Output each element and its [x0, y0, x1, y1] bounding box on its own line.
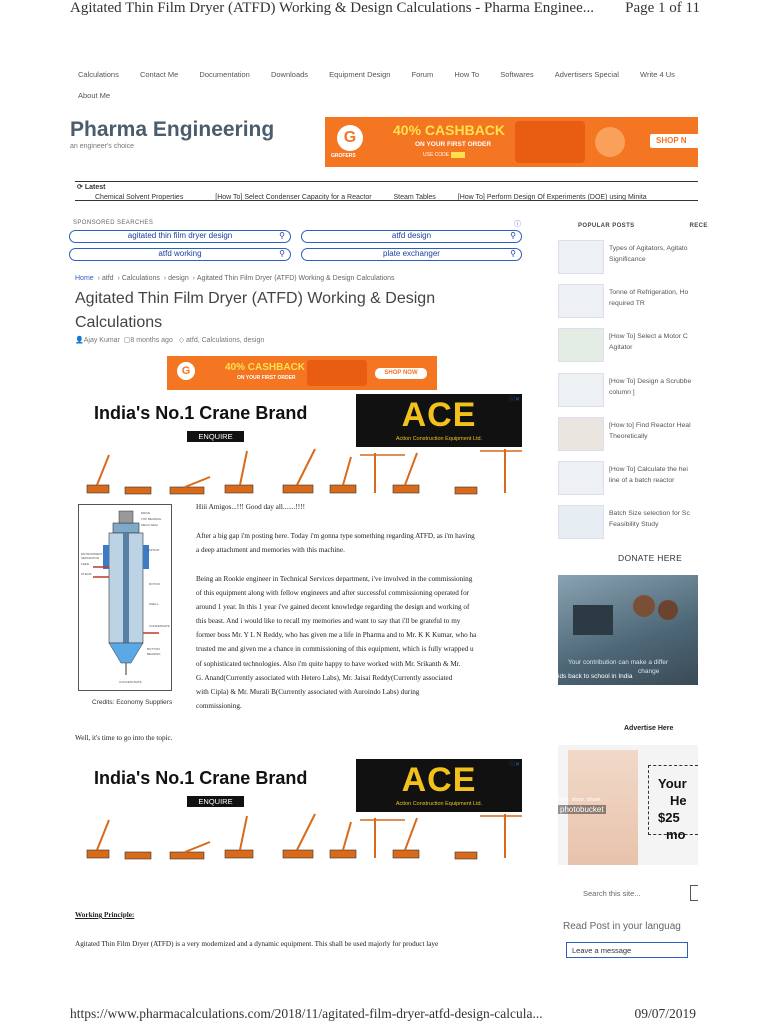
svg-text:VAPOUR: VAPOUR	[147, 548, 160, 552]
ad-badge-icon	[595, 127, 625, 157]
sponsored-search-pill[interactable]: atfd working ⚲	[69, 248, 291, 261]
latest-ticker	[75, 181, 698, 201]
search-input[interactable]: Search this site...	[583, 889, 641, 898]
svg-text:MECH SEAL: MECH SEAL	[141, 523, 159, 527]
popular-post-item[interactable]	[558, 328, 698, 364]
post-tags[interactable]: atfd, Calculations, design	[186, 337, 265, 344]
print-title: Agitated Thin Film Dryer (ATFD) Working & Design Calculations - Pharma Enginee...	[70, 0, 594, 16]
ace-logo: ACE Action Construction Equipment Ltd.	[356, 394, 522, 447]
nav-item-forum[interactable]: Forum	[411, 70, 434, 79]
sponsored-search-pill[interactable]: atfd design ⚲	[301, 230, 522, 243]
top-banner-ad[interactable]	[325, 117, 698, 167]
latest-item[interactable]: [How To] Perform Design Of Experiments (DOE) using Minita	[457, 194, 647, 201]
post-time: 8 months ago	[130, 337, 173, 344]
ad-close-icon[interactable]: ⓘ✕	[508, 397, 520, 403]
svg-text:ROTOR: ROTOR	[149, 582, 160, 586]
latest-label: ⟳ Latest	[77, 184, 106, 191]
latest-item[interactable]: Steam Tables	[393, 194, 436, 201]
sidebar-tabs	[578, 223, 763, 229]
post-thumbnail	[558, 461, 604, 495]
section-heading: Working Principle:	[75, 911, 135, 919]
article-paragraph: Agitated Thin Film Dryer (ATFD) is a very modernized and a dynamic equipment. This shall be used majorly for product laye	[75, 940, 439, 948]
post-title: [How to] Find Reactor Heal Theoretically	[609, 422, 691, 440]
page-url: https://www.pharmacalculations.com/2018/11/agitated-film-dryer-atfd-design-calcula...	[70, 1006, 543, 1021]
search-button[interactable]	[690, 885, 698, 901]
small-ad-shop-button[interactable]: SHOP NOW	[375, 368, 427, 379]
nav-item-calculations[interactable]: Calculations	[78, 70, 119, 79]
sponsored-label: SPONSORED SEARCHES	[73, 220, 154, 226]
post-title: Batch Size selection for Sc Feasibility Study	[609, 510, 690, 528]
ad-products-image	[515, 121, 585, 163]
advertise-heading: Advertise Here	[624, 725, 674, 732]
popular-post-item[interactable]	[558, 505, 698, 541]
ad-code: USE CODE	[423, 152, 465, 158]
nav-item-about[interactable]: About Me	[78, 91, 111, 100]
article-paragraph: After a big gap i'm posting here. Today i'm gonna type something regarding ATFD, as i'm having a deep attachment and memories with this machine.	[196, 532, 475, 555]
post-thumbnail	[558, 328, 604, 362]
nav-item-advertisers[interactable]: Advertisers Special	[554, 70, 619, 79]
photobucket-tagline: host. store. share.	[558, 797, 603, 803]
ad-brand: GROFERS	[331, 153, 356, 159]
search-icon: ⚲	[510, 249, 516, 258]
post-title: Types of Agitators, Agitato Significance	[609, 245, 688, 263]
ad-sub: ON YOUR FIRST ORDER	[415, 141, 492, 148]
crane-banner-ad[interactable]	[75, 758, 522, 866]
post-thumbnail	[558, 240, 604, 274]
svg-text:SHELL: SHELL	[149, 602, 159, 606]
crane-ad-headline: India's No.1 Crane Brand	[94, 768, 308, 788]
nav-item-contact[interactable]: Contact Me	[139, 70, 179, 79]
search-icon: ⚲	[279, 231, 285, 240]
crane-ad-enquire-button[interactable]: ENQUIRE	[187, 431, 244, 442]
latest-item[interactable]: [How To] Select Condenser Capacity for a Reactor	[215, 194, 372, 201]
svg-text:DRIVE: DRIVE	[141, 511, 151, 515]
author-name[interactable]: Ajay Kumar	[83, 337, 120, 344]
svg-text:ENTRAINMENT: ENTRAINMENT	[81, 552, 103, 556]
ad-shop-button[interactable]: SHOP N	[650, 134, 698, 148]
svg-text:BOTTOM: BOTTOM	[147, 647, 160, 651]
svg-text:SEPARATOR: SEPARATOR	[81, 556, 100, 560]
crane-banner-ad[interactable]	[75, 393, 522, 501]
small-ad-sub: ON YOUR FIRST ORDER	[237, 375, 296, 381]
calendar-icon: ▢	[123, 337, 131, 344]
popular-post-item[interactable]	[558, 373, 698, 409]
donate-caption: Your contribution can make a differ	[568, 659, 669, 666]
nav-item-softwares[interactable]: Softwares	[500, 70, 534, 79]
small-ad-products-image	[307, 360, 367, 386]
leave-message-button[interactable]: Leave a message	[566, 942, 688, 958]
crane-ad-enquire-button[interactable]: ENQUIRE	[187, 796, 244, 807]
crane-ad-headline: India's No.1 Crane Brand	[94, 403, 308, 423]
advertise-box[interactable]	[558, 745, 698, 865]
popular-post-item[interactable]	[558, 284, 698, 320]
breadcrumb-item[interactable]: atfd	[101, 275, 114, 282]
atfd-diagram	[78, 504, 172, 691]
photobucket-logo: photobucket	[560, 805, 604, 814]
breadcrumb-home[interactable]: Home	[75, 275, 94, 282]
ad-info-icon[interactable]: ⓘ	[514, 221, 521, 228]
svg-text:FEED: FEED	[81, 562, 90, 566]
latest-item[interactable]: Chemical Solvent Properties	[95, 194, 184, 201]
svg-text:CONDENSATE: CONDENSATE	[149, 624, 170, 628]
tab-recent[interactable]: RECE	[689, 223, 708, 229]
donate-caption-2: change	[638, 668, 660, 675]
sponsored-search-pill[interactable]: plate exchanger ⚲	[301, 248, 522, 261]
crane-illustrations	[75, 812, 522, 866]
site-logo[interactable]: Pharma Engineering	[70, 118, 275, 141]
popular-post-item[interactable]	[558, 417, 698, 453]
print-footer	[70, 1006, 700, 1022]
popular-post-item[interactable]	[558, 461, 698, 497]
tab-popular-posts[interactable]: POPULAR POSTS	[578, 223, 635, 229]
nav-item-how-to[interactable]: How To	[454, 70, 480, 79]
article-paragraph: Well, it's time to go into the topic.	[75, 734, 173, 742]
post-title: [How To] Select a Motor C Agitator	[609, 333, 688, 351]
svg-text:BEARING: BEARING	[147, 652, 161, 656]
translate-heading: Read Post in your languag	[563, 921, 681, 932]
child-figure	[633, 595, 655, 617]
ad-headline: 40% CASHBACK	[393, 122, 506, 138]
breadcrumb-item[interactable]: design	[168, 275, 189, 282]
sponsored-search-pill[interactable]: agitated thin film dryer design ⚲	[69, 230, 291, 243]
svg-text:TOP BEARING: TOP BEARING	[141, 517, 162, 521]
search-icon: ⚲	[279, 249, 285, 258]
breadcrumb-current: Agitated Thin Film Dryer (ATFD) Working & Design Calculations	[196, 275, 395, 282]
nav-item-documentation[interactable]: Documentation	[199, 70, 250, 79]
breadcrumb-item[interactable]: Calculations	[121, 275, 160, 282]
atfd-diagram-image	[79, 505, 171, 690]
image-credits: Credits: Economy Suppliers	[92, 699, 173, 706]
print-date: 09/07/2019	[634, 1006, 696, 1021]
page-number: Page 1 of 11	[619, 0, 700, 17]
post-thumbnail	[558, 505, 604, 539]
tag-icon: ◇	[178, 337, 185, 344]
grofers-logo-icon: G	[177, 362, 195, 380]
sidebar-search	[578, 885, 698, 901]
article-paragraph: Being an Rookie engineer in Technical Services department, i've involved in the commissioning of this equipment along with fellow engineers and after successful commissioning operated for around 1 year. In this 1 year i've gained decent knowledge regarding the design and working of this beast. And i would like to recall my memories and want to say that i'll be grateful to my former boss Mr. Y L N Reddy, who has given me a life in Pharma and to Mr. K K Kumar, who ha trusted me and given me a chance in commissioning of this equipment, which is fully wrapped u of sophisticated technologies. Also i'm quite happy to have worked with Mr. Srikanth & Mr. G. Anand(Currently associated with Hetero Labs), Mr. Jaisai Reddy(Currently associated with Cipla) & Mr. Murali B(Currently associated with Auroindo Labs) during commissioning.	[196, 575, 477, 710]
main-nav	[78, 70, 708, 112]
user-icon: 👤	[75, 337, 84, 344]
breadcrumb: Home › atfd › Calculations › design › Agitated Thin Film Dryer (ATFD) Working & Design Calculations	[75, 275, 395, 282]
post-thumbnail	[558, 284, 604, 318]
post-title: [How To] Design a Scrubbe column ]	[609, 378, 692, 396]
inline-banner-ad[interactable]	[167, 356, 437, 390]
small-ad-headline: 40% CASHBACK	[225, 362, 306, 373]
article-title: Agitated Thin Film Dryer (ATFD) Working & Design Calculations	[75, 290, 436, 331]
post-title: [How To] Calculate the hei line of a batch reactor	[609, 466, 688, 484]
article-meta	[75, 336, 264, 344]
grofers-logo-icon: G	[337, 125, 363, 151]
svg-text:CONCENTRATE: CONCENTRATE	[119, 680, 142, 684]
monitor-shape	[573, 605, 613, 635]
print-header	[70, 0, 700, 17]
advert-text: Your He $25 mo	[658, 776, 687, 842]
nav-item-write[interactable]: Write 4 Us	[640, 70, 675, 79]
nav-item-equipment-design[interactable]: Equipment Design	[329, 70, 391, 79]
donate-heading: DONATE HERE	[618, 553, 683, 563]
post-title: Tonne of Refrigeration, Ho required TR	[609, 289, 689, 307]
post-thumbnail	[558, 373, 604, 407]
nav-item-downloads[interactable]: Downloads	[270, 70, 309, 79]
child-figure	[658, 600, 678, 620]
ace-logo: ACE Action Construction Equipment Ltd.	[356, 759, 522, 812]
post-thumbnail	[558, 417, 604, 451]
donate-image[interactable]	[558, 575, 698, 685]
ad-close-icon[interactable]: ⓘ✕	[508, 762, 520, 768]
article-paragraph: Hiii Amigos...!!! Good day all.......!!!!	[196, 503, 305, 511]
svg-text:STEAM: STEAM	[81, 572, 92, 576]
site-tagline: an engineer's choice	[70, 143, 134, 150]
popular-post-item[interactable]	[558, 240, 698, 276]
donate-caption-3: ids back to school in India	[558, 673, 633, 680]
latest-items	[95, 194, 647, 201]
crane-illustrations	[75, 447, 522, 501]
search-icon: ⚲	[510, 231, 516, 240]
